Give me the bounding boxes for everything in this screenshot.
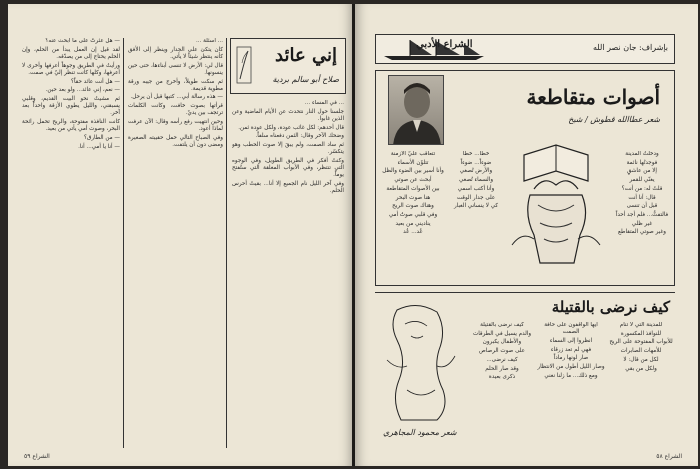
verse-line: وأنا أسير بين الضوء والظل [382, 168, 444, 175]
paragraph: — هل عثرتُ على ما أبحث عنه؟ [45, 38, 120, 44]
poem2-column-mid [537, 322, 605, 422]
verse-line: فهي لم تعد زرقاء [550, 346, 592, 353]
story-header-box [230, 38, 346, 94]
verse-line: وفي قلبي صوتُ أمي [388, 211, 438, 218]
poet-photo [388, 75, 444, 145]
poem-box [375, 70, 675, 286]
verse-line: والدم يسيل في الطرقات [472, 330, 532, 337]
paragraph: جلسنا حول النار نتحدث عن الأيام الماضية وعن الذين غابوا. [232, 108, 344, 122]
verse-line: وقد صار الحلم [485, 365, 519, 372]
story-title: إني عائد [275, 45, 337, 66]
poem2-column-right [609, 322, 673, 422]
verse-line: انظروا إلى السماء [549, 337, 593, 344]
poem2-title: كيف نرضى بالقتيلة [551, 298, 670, 316]
poem-title: أصوات متقاطعة [526, 85, 660, 109]
verse-line: أيها الواقفون على حافة الصمت [544, 322, 598, 336]
left-page [8, 4, 353, 466]
paragraph: — من الطارق؟ [84, 134, 120, 141]
verse-line: يناديني من بعيد [395, 220, 431, 227]
paragraph: ... في المساء ... [304, 100, 344, 106]
paragraph: وكنتُ أفكر في الطريق الطويل، وفي الوجوه التي تنتظر، وفي الأبواب المغلقة التي ستُفتح يوماً. [232, 157, 344, 179]
paragraph: قال لي: الأرض لا تنسى أبناءها، حتى حين ينسونها. [128, 62, 223, 76]
poem2-byline: شعر محمود المجاهري [383, 428, 457, 437]
hands-book-illustration-icon [504, 135, 608, 283]
verse-line: ودخلتُ المدينة [625, 151, 659, 157]
verse-line: للمدينة التي لا تنام [619, 322, 663, 328]
verse-line: ومع ذلك... ما زلنا نغني [544, 372, 598, 379]
section-title: الشراع الأدبي [416, 39, 473, 50]
paragraph: كان يتكئ على الجدار وينظر إلى الأفق كأنه ينتظر شيئاً لا يأتي. [128, 46, 223, 60]
left-column-mid [128, 38, 223, 448]
paragraph: ثم ساد الصمت، ولم يبقَ إلا صوت الحطب وهو يتكسّر. [232, 142, 344, 156]
verse-line: تتعاقب عليّ الأزمنة [390, 151, 436, 157]
section-editor: بإشراف: جان نصر الله [592, 43, 668, 52]
verse-line: للأمهات الصابرات [620, 348, 662, 355]
verse-line: وغير صوتي المتقاطع [618, 229, 666, 236]
verse-line: وصار الليل أطول من الانتظار [537, 364, 605, 371]
verse-line: هنا صوت البحر [395, 194, 431, 201]
paragraph: كانت النافذة مفتوحة، والريح تحمل رائحة البحر، وصوت أمي يأتي من بعيد. [22, 119, 120, 133]
poem-column-left [382, 151, 444, 281]
section-rule [375, 292, 675, 293]
verse-line: أبحث عن صوتي [394, 177, 432, 184]
verse-line: يغنّي للقمر [629, 177, 655, 184]
woman-illustration-icon [377, 300, 469, 424]
verse-line: صار لونها رماداً [553, 355, 589, 362]
paragraph: — هل أنت عائد حقاً؟ [71, 78, 120, 85]
verse-line: وهناك صوت الريح [392, 203, 434, 210]
poem-column-right [612, 151, 672, 281]
poem-byline: شعر عطاالله قطوش / شيخ [568, 115, 660, 124]
page-number: الشراع ٥٩ [24, 453, 50, 460]
verse-line: ولكل من بقي [625, 365, 657, 372]
verse-line: ذكرى بعيدة [488, 374, 516, 381]
paragraph: قال أحدهم: لكل غائب عودة، ولكل عودة ثمن. [238, 124, 344, 131]
paragraph: وفي الصباح التالي حمل حقيبته الصغيرة ومضى دون أن يلتفت. [128, 134, 223, 149]
verse-line: لكل من قال: لا [623, 356, 659, 363]
verse-line: قبل أن تنسى [626, 203, 658, 210]
quill-ornament-icon [235, 45, 253, 85]
verse-line: فالتفتُّ... فلم أجد أحداً [615, 211, 669, 218]
paragraph: ثم سكت طويلاً، وأخرج من جيبه ورقة مطوية قديمة. [128, 78, 223, 92]
left-column-right [232, 100, 344, 448]
verse-line: قلتُ له: من أنت؟ [621, 185, 663, 192]
verse-line: والأطفال يكبرون [482, 339, 522, 346]
verse-line: قال: أنا أنت [628, 194, 656, 201]
verse-line: فوجدتُها نائمة [626, 159, 658, 166]
magazine-spread [8, 4, 698, 466]
verse-line: بين الأصوات المتقاطعة [386, 185, 440, 192]
paragraph: ثم مشيتُ نحو البيت القديم، وقلبي يسبقني، والليل يطوي الأزقة واحداً بعد آخر. [22, 95, 120, 117]
verse-line: عُد... عُد [403, 229, 423, 236]
right-page [355, 4, 698, 466]
verse-line: كي لا ينساني الغبار [453, 203, 499, 210]
verse-line: كيف نرضى... [486, 356, 518, 363]
column-rule [226, 38, 227, 448]
paragraph: وضحك الآخر وقال: الثمن دفعناه سلفاً. [255, 133, 344, 140]
section-banner [375, 34, 675, 64]
paragraph: وحين انتهيت رفع رأسه وقال: الآن عرفت لماذا أعود. [128, 119, 223, 133]
verse-line: والأرض تُصغي [459, 168, 493, 175]
paragraph: وفي آخر الليل نام الجميع إلا أنا... بقيتُ أحرس الحلم. [232, 181, 344, 195]
poem2-column-left [471, 322, 533, 422]
column-rule [123, 38, 124, 448]
paragraph: ... أسئلة ... [195, 38, 223, 44]
verse-line: إلا من عاشقٍ [627, 168, 657, 175]
verse-line: والسماء تُصغي [458, 177, 494, 184]
paragraph: — هذه رسالة أبي... كتبها قبل أن يرحل. [130, 94, 223, 101]
verse-line: ضوءاً... ضوءاً [460, 159, 492, 166]
paragraph: — أنا يا أمي... أنا. [78, 143, 120, 150]
verse-line: غير ظلي [631, 220, 653, 227]
verse-line: على صوت الرصاص [479, 348, 525, 355]
verse-line: وأنا أكتب اسمي [457, 185, 495, 192]
verse-line: للنوافذ المكسورة [620, 330, 662, 337]
page-number: الشراع ٥٨ [656, 453, 682, 460]
verse-line: كيف نرضى بالقتيلة [480, 322, 524, 328]
paragraph: لقد قيل إن العمل يبدأ من الحلم، وإن الحلم يحتاج إلى من يصدّقه. [22, 46, 120, 60]
verse-line: للأبواب المفتوحة على الريح [609, 339, 673, 346]
verse-line: تتلوّن الأسماء [397, 159, 429, 166]
poem-column-mid [450, 151, 502, 281]
verse-line: على جدار الوقت [456, 194, 496, 201]
paragraph: قرأتها بصوت خافت، وكانت الكلمات ترتجف بين يديّ. [128, 103, 223, 117]
paragraph: — نعم، إني عائد... ولو بعد حين. [45, 87, 120, 94]
left-column-far [22, 38, 120, 448]
portrait-icon [389, 76, 444, 145]
paragraph: ورأيتُ في الطريق وجوهاً أعرفها وأخرى لا أعرفها، وكلها كانت تنظر إليّ في صمت. [22, 62, 120, 76]
story-byline: صلاح أبو سالم بردية [272, 75, 339, 84]
verse-line: خطاً... خطاً [462, 151, 490, 157]
